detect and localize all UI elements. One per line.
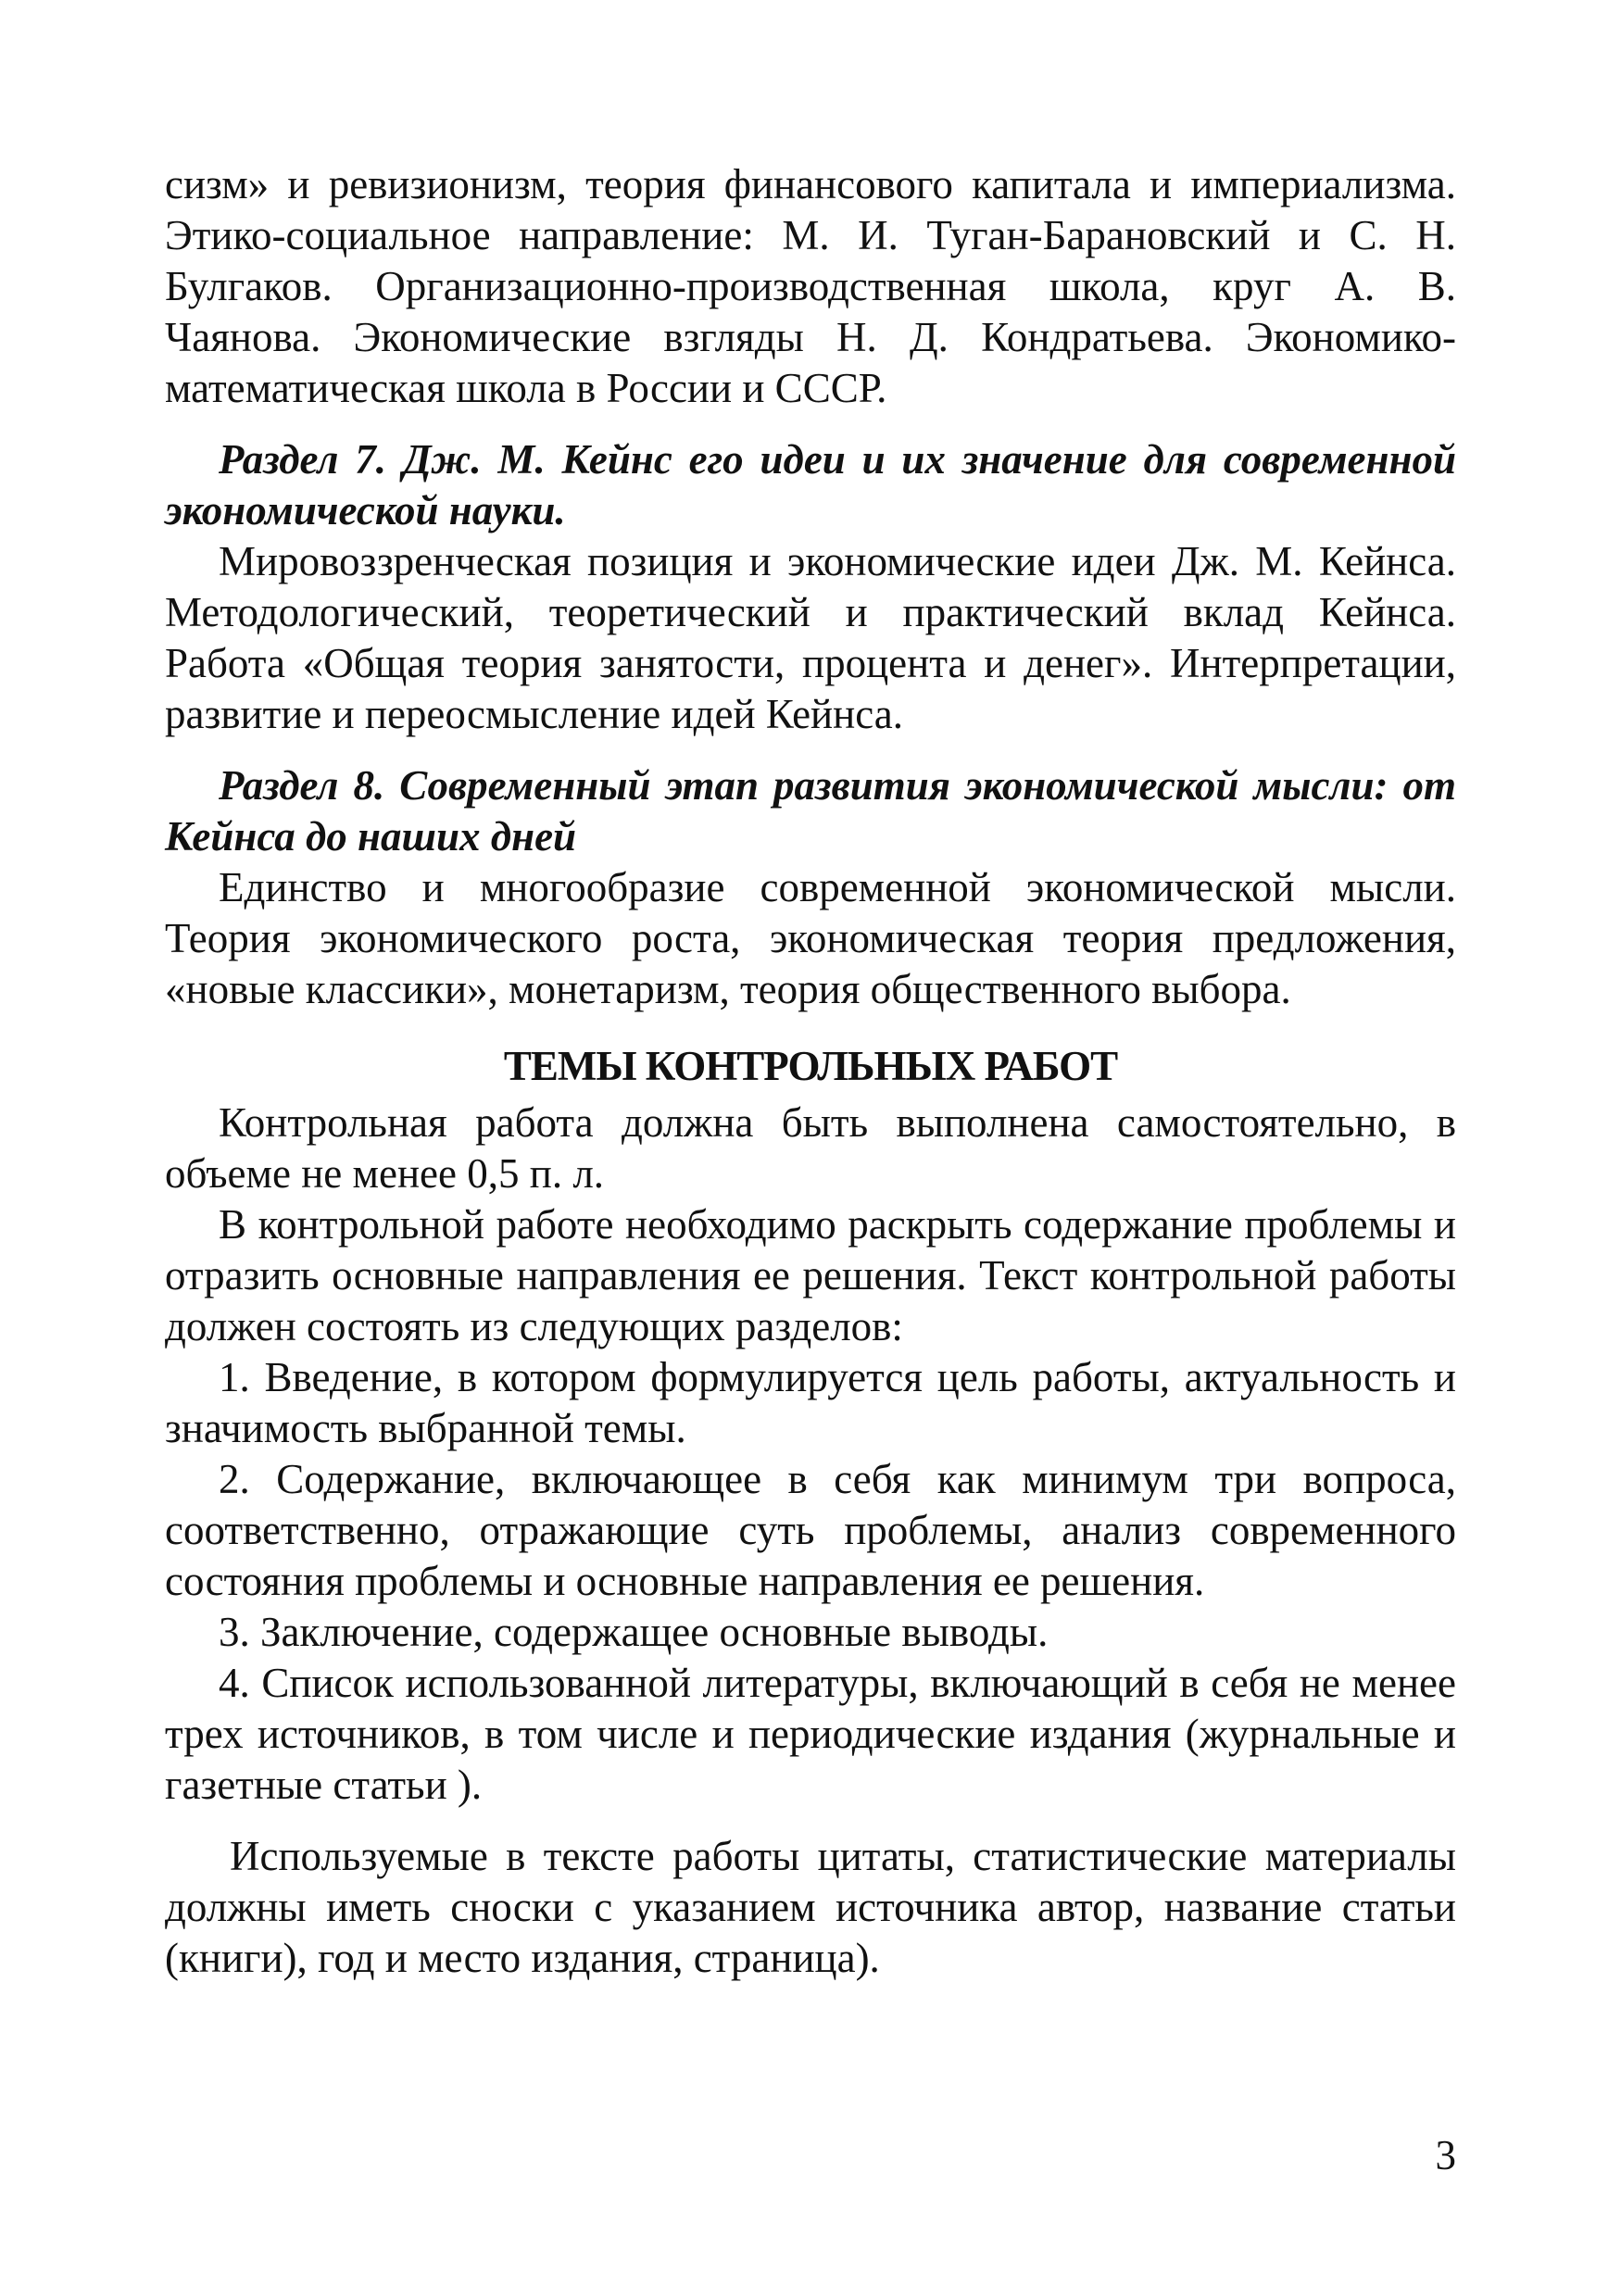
topics-list-item: 4. Список использованной литературы, включающий в себя не менее трех источников, в том числе и периодические издания (журнальные и газетные статьи ). (165, 1660, 1456, 1808)
topics-list-item: 2. Содержание, включающее в себя как минимум три вопроса, соответственно, отражающие суть проблемы, анализ современного состояния проблемы и основные направления ее решения. (165, 1456, 1456, 1604)
section-8-body: Единство и многообразие современной экономической мысли. Теория экономического роста, экономическая теория предложения, «новые классики», монетаризм, теория общественного выбора. (165, 864, 1456, 1012)
topics-paragraph: Используемые в тексте работы цитаты, статистические материалы должны иметь сноски с указанием источника автор, название статьи (книги), год и место издания, страница). (165, 1833, 1456, 1981)
topics-list-item: 1. Введение, в котором формулируется цель работы, актуальность и значимость выбранной темы. (165, 1354, 1456, 1451)
topics-paragraph: Контрольная работа должна быть выполнена самостоятельно, в объеме не менее 0,5 п. л. (165, 1099, 1456, 1197)
topics-heading: ТЕМЫ КОНТРОЛЬНЫХ РАБОТ (503, 1043, 1118, 1089)
topics-list-item: 3. Заключение, содержащее основные выводы. (219, 1609, 1049, 1655)
topics-paragraph: В контрольной работе необходимо раскрыть содержание проблемы и отразить основные направления ее решения. Текст контрольной работы должен состоять из следующих разделов: (165, 1201, 1456, 1349)
continuation-paragraph: сизм» и ревизионизм, теория финансового капитала и империализма. Этико-социальное направление: М. И. Туган-Барановский и С. Н. Булгаков. Организационно-производственная школа, круг А. В. Чаянова. Экономические взгляды Н. Д. Кондратьева. Экономико-математическая школа в России и СССР. (165, 161, 1456, 411)
page-content (165, 159, 1456, 1984)
page-number: 3 (1435, 2132, 1456, 2178)
section-7-body: Мировоззренческая позиция и экономические идеи Дж. М. Кейнса. Методологический, теоретический и практический вклад Кейнса. Работа «Общая теория занятости, процента и денег». Интерпретации, развитие и переосмысление идей Кейнса. (165, 538, 1456, 737)
section-7-title: Раздел 7. Дж. М. Кейнс его идеи и их значение для современной экономической науки. (165, 436, 1456, 533)
section-8-title: Раздел 8. Современный этап развития экономической мысли: от Кейнса до наших дней (165, 762, 1456, 859)
